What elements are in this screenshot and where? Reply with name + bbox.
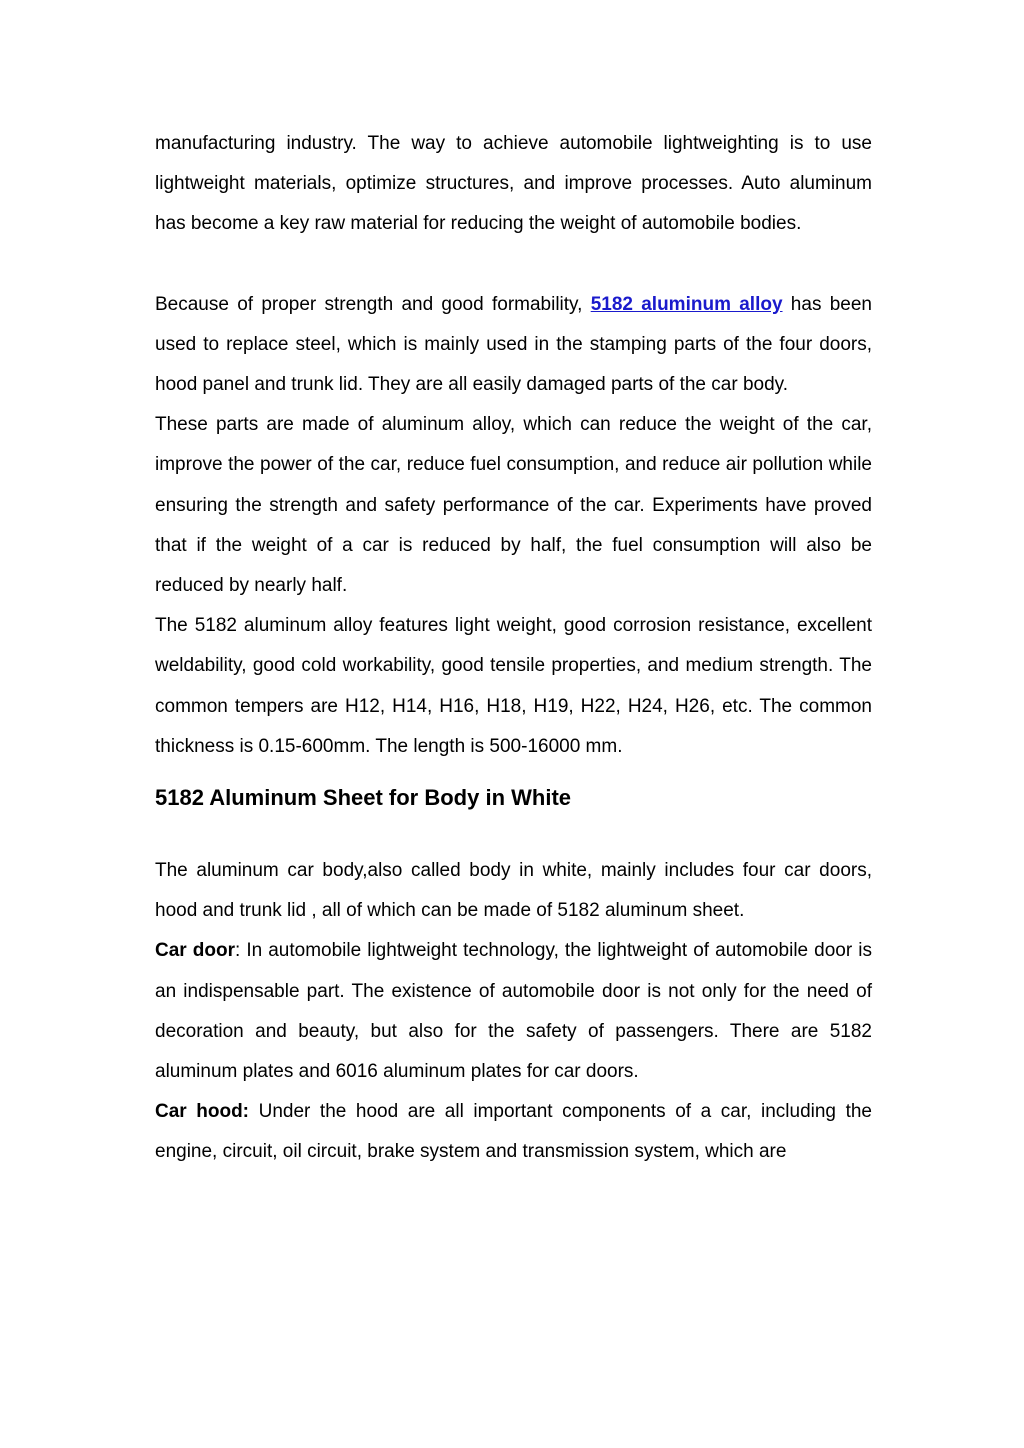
paragraph-intro-continuation: manufacturing industry. The way to achieve automobile lightweighting is to use lightweight materials, optimize structures, and improve processes. Auto aluminum has become a key raw material for reducing the weight of automobile bodies. <box>155 133 872 235</box>
section-heading: 5182 Aluminum Sheet for Body in White <box>155 785 572 811</box>
paragraph-car-door <box>155 931 872 1092</box>
paragraph-text: Because of proper strength and good formability, <box>155 293 591 315</box>
link-5182-aluminum-alloy[interactable]: 5182 aluminum alloy <box>590 293 783 315</box>
paragraph-5182-alloy <box>155 285 872 406</box>
paragraph-text: has been used to replace steel, which is mainly used in the stamping parts of the four doors, hood panel and trunk lid. They are all easily damaged parts of the car body. <box>155 293 872 396</box>
paragraph-body-in-white: The aluminum car body,also called body in white, mainly includes four car doors, hood and trunk lid , all of which can be made of 5182 aluminum sheet. <box>155 860 872 922</box>
paragraph-spacer <box>155 245 872 285</box>
paragraph-benefits: These parts are made of aluminum alloy, which can reduce the weight of the car, improve the power of the car, reduce fuel consumption, and reduce air pollution while ensuring the strength and safety performance of the car. Experiments have proved that if the weight of a car is reduced by half, the fuel consumption will also be reduced by nearly half. <box>155 414 872 597</box>
car-hood-label: Car hood: <box>155 1101 250 1123</box>
heading-spacer <box>155 813 872 851</box>
paragraph-text: Under the hood are all important components of a car, including the engine, circuit, oil circuit, brake system and transmission system, which are <box>155 1101 872 1163</box>
paragraph-car-hood <box>155 1092 872 1172</box>
paragraph-features: The 5182 aluminum alloy features light weight, good corrosion resistance, excellent weldability, good cold workability, good tensile properties, and medium strength. The common tempers are H12, H14, H16, H18, H19, H22, H24, H26, etc. The common thickness is 0.15-600mm. The length is 500-16000 mm. <box>155 615 872 757</box>
car-door-label: Car door <box>155 940 235 962</box>
document-page <box>155 124 872 1173</box>
paragraph-text: : In automobile lightweight technology, the lightweight of automobile door is an indispensable part. The existence of automobile door is not only for the need of decoration and beauty, but also for the safety of passengers. There are 5182 aluminum plates and 6016 aluminum plates for car doors. <box>155 940 872 1083</box>
